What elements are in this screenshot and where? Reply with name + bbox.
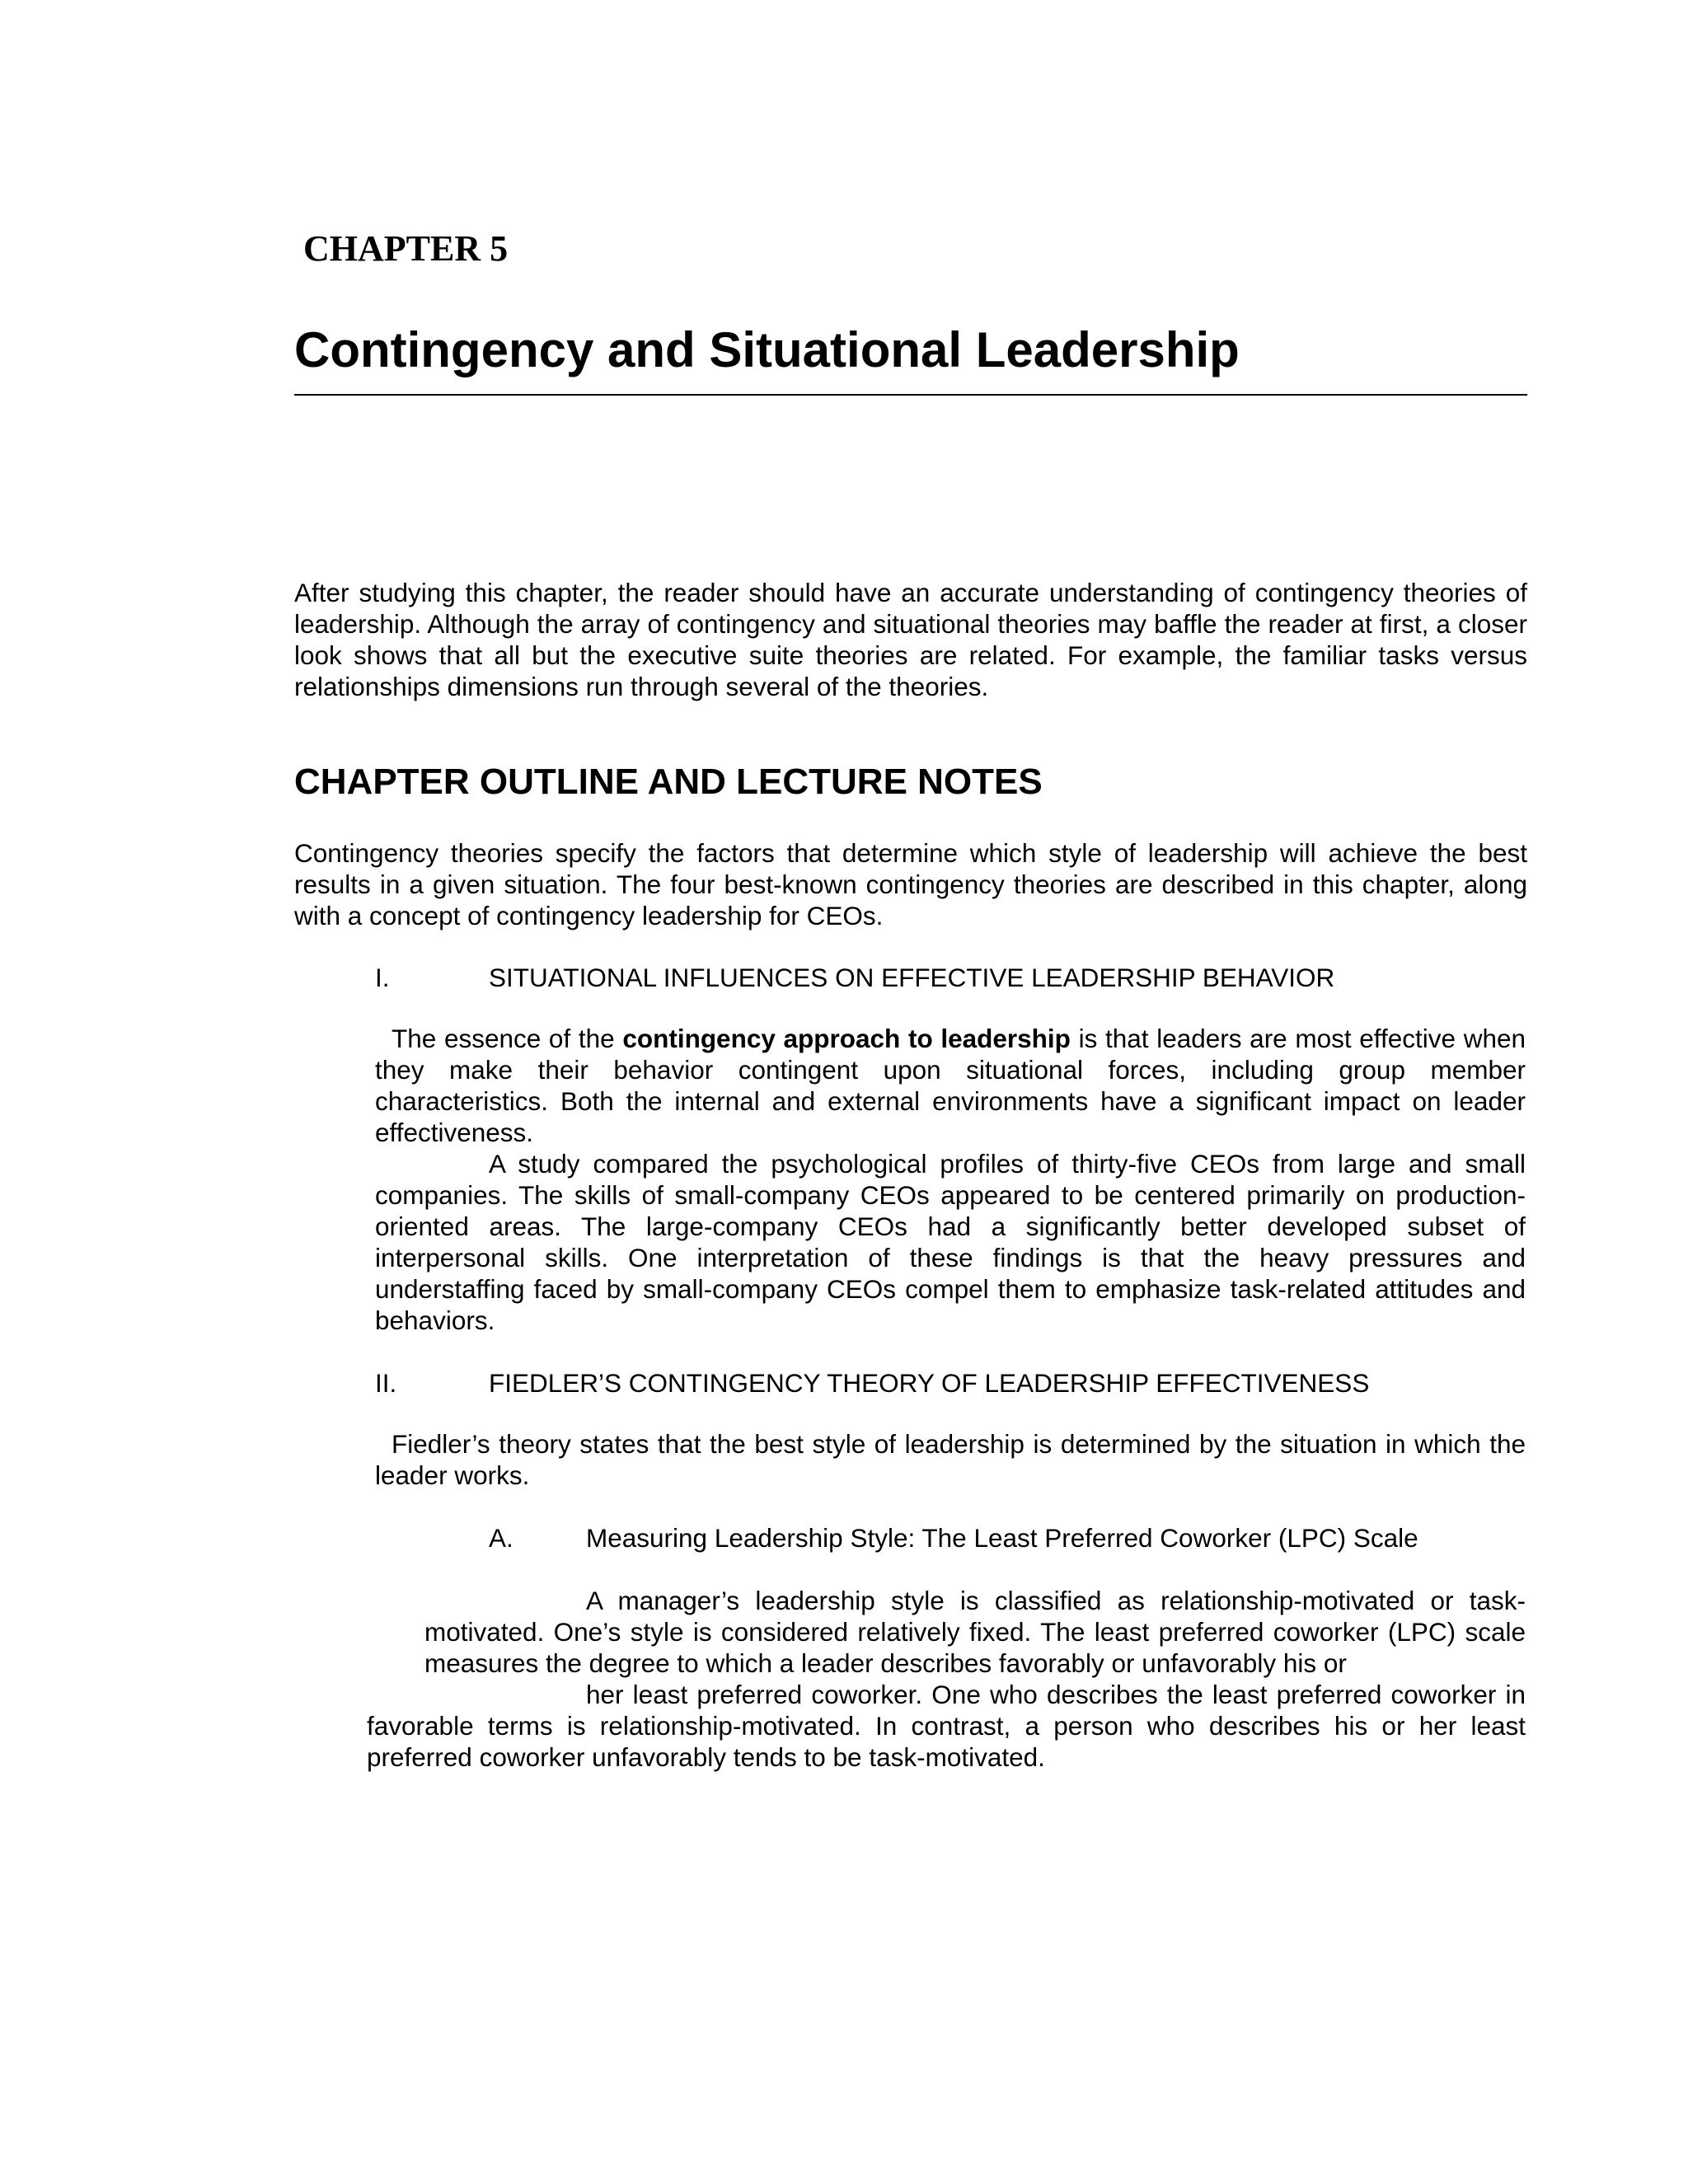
outline-item-title: FIEDLER’S CONTINGENCY THEORY OF LEADERSHIP EFFECTIVENESS [489, 1368, 1370, 1398]
paragraph-text: is that leaders are most effective when they make their behavior contingent upon situational forces, including group member characteristics. Both the internal and external environments have a significant impact on leader effectiveness. [375, 1024, 1526, 1147]
section-1-paragraph-2 [375, 1148, 1526, 1336]
outline-subitem-title: Measuring Leadership Style: The Least Preferred Coworker (LPC) Scale [586, 1523, 1418, 1553]
outline-heading: CHAPTER OUTLINE AND LECTURE NOTES [294, 762, 1043, 802]
paragraph-text: A study compared the psychological profiles of thirty-five CEOs from large and small companies. The skills of small-company CEOs appeared to be centered primarily on production-oriented areas. The large-company CEOs had a significantly better developed subset of interpersonal skills. One interpretation of these findings is that the heavy pressures and understaffing faced by small-company CEOs compel them to emphasize task-related attitudes and behaviors. [375, 1149, 1526, 1335]
outline-item-number: II. [375, 1368, 397, 1398]
chapter-title: Contingency and Situational Leadership [294, 322, 1240, 377]
chapter-label: CHAPTER 5 [303, 228, 509, 269]
outline-item-number: I. [375, 963, 390, 992]
chapter-intro-paragraph: After studying this chapter, the reader should have an accurate understanding of contingency theories of leadership. Although the array of contingency and situational theories may baffle the reader at first, a closer look shows that all but the executive suite theories are related. For example, the familiar tasks versus relationships dimensions run through several of the theories. [294, 578, 1527, 701]
title-divider [294, 394, 1527, 396]
paragraph-text: Fiedler’s theory states that the best style of leadership is determined by the situation in which the leader works. [375, 1429, 1526, 1490]
key-term: contingency approach to leadership [622, 1024, 1071, 1053]
paragraph-text: The essence of the [392, 1024, 623, 1053]
paragraph-text: A manager’s leadership style is classified as relationship-motivated or task-motivated. One’s style is considered relatively fixed. The least preferred coworker (LPC) scale measures the degree to which a leader describes favorably or unfavorably his or [424, 1586, 1526, 1678]
outline-intro-paragraph: Contingency theories specify the factors that determine which style of leadership will achieve the best results in a given situation. The four best-known contingency theories are described in this chapter, along with a concept of contingency leadership for CEOs. [294, 838, 1527, 930]
section-2-paragraph-1 [375, 1428, 1526, 1491]
outline-item-title: SITUATIONAL INFLUENCES ON EFFECTIVE LEADERSHIP BEHAVIOR [489, 963, 1335, 992]
outline-subitem-letter: A. [489, 1523, 513, 1553]
subsection-a-paragraph [367, 1585, 1526, 1773]
paragraph-text: her least preferred coworker. One who describes the least preferred coworker in favorable terms is relationship-motivated. In contrast, a person who describes his or her least preferred coworker unfavorably tends to be task-motivated. [367, 1680, 1526, 1772]
section-1-paragraph-1 [375, 1023, 1526, 1148]
